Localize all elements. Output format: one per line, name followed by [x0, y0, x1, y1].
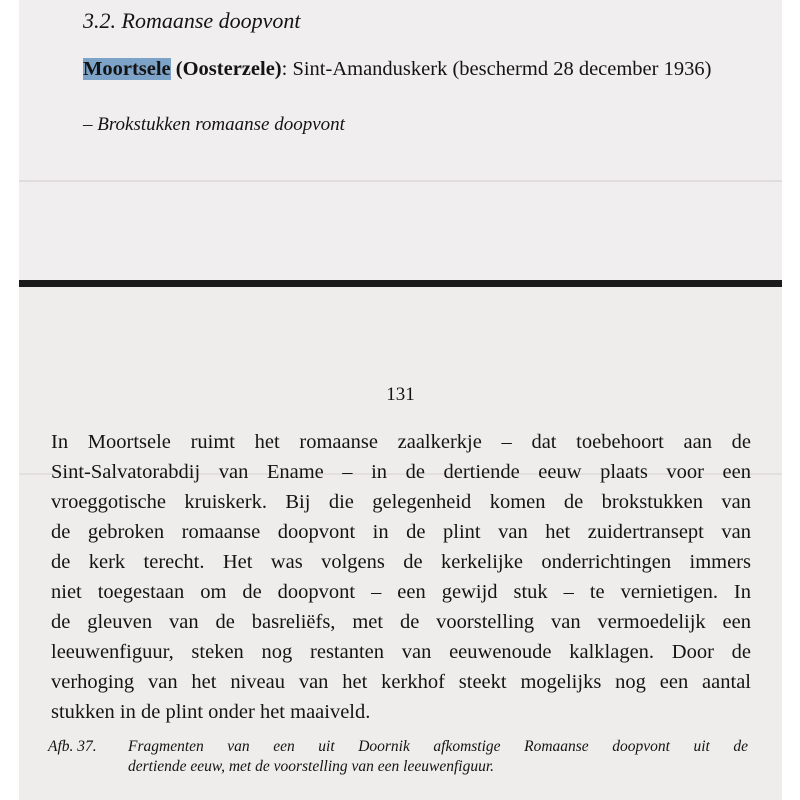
municipality-name: (Oosterzele): [175, 58, 282, 80]
paragraph-line: leeuwenfiguur, steken nog restanten van eeuwenoude kalklagen. Door de: [51, 641, 751, 663]
body-paragraph: [51, 427, 751, 727]
highlighted-place-name[interactable]: Moortsele: [83, 58, 171, 80]
top-page-scan: [19, 0, 782, 280]
paragraph-line: de gebroken romaanse doopvont in de plint van het zuidertransept van: [51, 521, 751, 543]
figure-caption-label: Afb. 37.: [48, 738, 97, 755]
scan-divider: [19, 280, 782, 287]
page-number: 131: [386, 384, 415, 405]
paragraph-line: vroeggotische kruiskerk. Bij die gelegenheid komen de brokstukken van: [51, 491, 751, 513]
paragraph-line: de kerk terecht. Het was volgens de kerkelijke onderrichtingen immers: [51, 551, 751, 573]
entry-sub-item: – Brokstukken romaanse doopvont: [83, 114, 345, 135]
monument-description: : Sint-Amanduskerk (beschermd 28 december 1936): [281, 58, 712, 80]
section-heading: 3.2. Romaanse doopvont: [83, 8, 301, 33]
paragraph-line: de gleuven van de basreliëfs, met de voorstelling van vermoedelijk een: [51, 611, 751, 633]
caption-line: Fragmenten van een uit Doornik afkomstige Romaanse doopvont uit de: [128, 738, 748, 755]
bottom-page-scan: [19, 287, 782, 800]
paragraph-line: niet toegestaan om de doopvont – een gewijd stuk – te vernietigen. In: [51, 581, 751, 603]
paragraph-line: In Moortsele ruimt het romaanse zaalkerkje – dat toebehoort aan de: [51, 431, 751, 453]
paragraph-line: Sint-Salvatorabdij van Ename – in de dertiende eeuw plaats voor een: [51, 461, 751, 483]
caption-line: dertiende eeuw, met de voorstelling van een leeuwenfiguur.: [128, 758, 495, 775]
monument-entry: [83, 55, 743, 83]
figure-caption-text: [128, 737, 748, 777]
paragraph-line: stukken in de plint onder het maaiveld.: [51, 701, 371, 723]
page-fold-line: [19, 180, 782, 182]
paragraph-line: verhoging van het niveau van het kerkhof steekt mogelijks nog een aantal: [51, 671, 751, 693]
